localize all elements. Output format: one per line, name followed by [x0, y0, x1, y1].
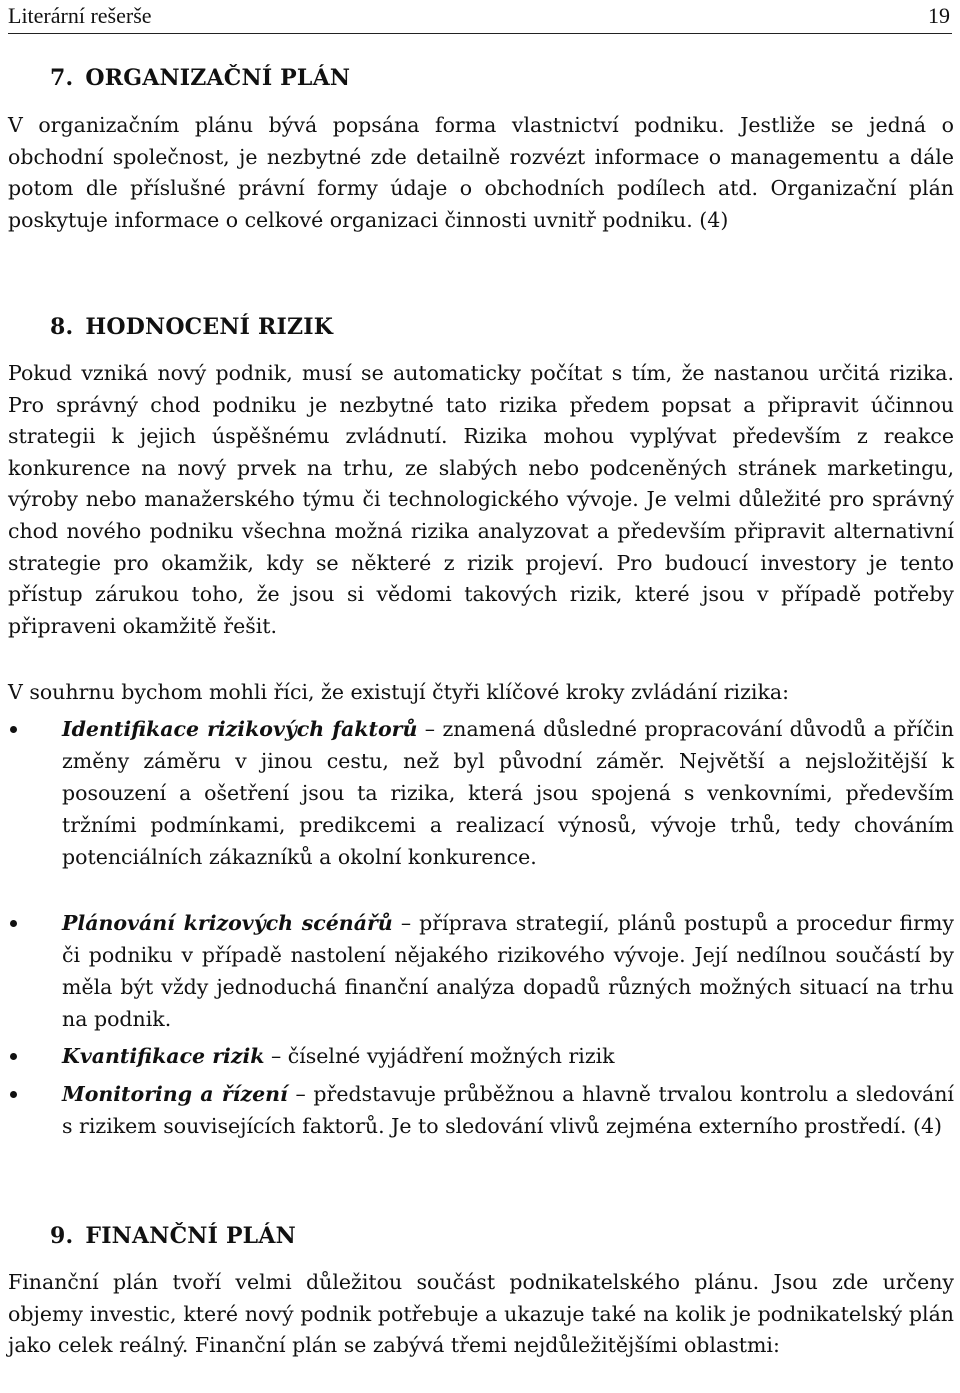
- section-7-number: 7.: [50, 65, 74, 91]
- list-item-text: – znamená důsledné propracování důvodů a příčin změny záměru v jinou cestu, než byl původní záměr. Největší a nejsložitější k posouzení a ošetření jsou ta rizika, která jsou spojená s venkovními, především tržními podmínkami, predikcemi a realizací výnosů, vývoje trhů, tedy chováním potenciálních zákazníků a okolní konkurence.: [62, 717, 955, 869]
- list-item-text: – příprava strategií, plánů postupů a procedur firmy či podniku v případě nastolení nějakého rizikového vývoje. Její nedílnou součástí by měla být vždy jednoduchá finanční analýza dopadů různých možných situací na trhu na podnik.: [62, 911, 954, 1031]
- bullet-icon: [10, 1053, 17, 1060]
- section-7-paragraph: V organizačním plánu bývá popsána forma vlastnictví podniku. Jestliže se jedná o obchodní společnost, je nezbytné zde detailně rozvézt informace o managementu a dále potom dle příslušné právní formy údaje o obchodních podílech atd. Organizační plán poskytuje informace o celkové organizaci činnosti uvnitř podniku. (4): [8, 113, 954, 232]
- list-item: [8, 713, 954, 873]
- list-item-text: – představuje průběžnou a hlavně trvalou kontrolu a sledování s rizikem souvisejících faktorů. Je to sledování vlivů zejména externího prostředí. (4): [62, 1082, 954, 1138]
- list-item: [8, 1040, 954, 1072]
- list-item-term: Identifikace rizikových faktorů: [62, 717, 418, 741]
- running-header: [8, 0, 952, 34]
- section-7-title: ORGANIZAČNÍ PLÁN: [85, 65, 351, 91]
- section-8-paragraph: Pokud vzniká nový podnik, musí se automaticky počítat s tím, že nastanou určitá rizika. Pro správný chod podniku je nezbytné tato rizika předem popsat a připravit účinnou strategii k jejich úspěšnému zvládnutí. Rizika mohou vyplývat především z reakce konkurence na nový prvek na trhu, ze slabých nebo podceněných stránek marketingu, výroby nebo manažerského týmu či technologického vývoje. Je velmi důležité pro správný chod nového podniku všechna možná rizika analyzovat a především připravit alternativní strategie pro okamžik, kdy se některé z rizik projeví. Pro budoucí investory je tento přístup zárukou toho, že jsou si vědomi takových rizik, které jsou v případě potřeby připraveni okamžitě řešit.: [8, 361, 954, 638]
- section-9-title: FINANČNÍ PLÁN: [85, 1223, 296, 1249]
- section-8-title: HODNOCENÍ RIZIK: [85, 314, 334, 340]
- section-9-paragraph: Finanční plán tvoří velmi důležitou součást podnikatelského plánu. Jsou zde určeny objemy investic, které nový podnik potřebuje a ukazuje také na kolik je podnikatelský plán jako celek reálný. Finanční plán se zabývá třemi nejdůležitějšími oblastmi:: [8, 1270, 954, 1358]
- section-8-number: 8.: [50, 314, 74, 340]
- page-number: 19: [928, 3, 950, 28]
- list-item-term: Kvantifikace rizik: [62, 1044, 265, 1068]
- bullet-icon: [10, 1091, 17, 1098]
- running-header-title: Literární rešerše: [8, 3, 152, 28]
- section-7-heading: [50, 65, 350, 91]
- list-item: [8, 1078, 954, 1142]
- section-8-heading: [50, 314, 333, 340]
- list-item-text: – číselné vyjádření možných rizik: [264, 1044, 615, 1068]
- section-8-intro: V souhrnu bychom mohli říci, že existují čtyři klíčové kroky zvládání rizika:: [8, 680, 790, 704]
- list-item-term: Plánování krizových scénářů: [62, 911, 393, 935]
- bullet-icon: [10, 920, 17, 927]
- section-9-heading: [50, 1223, 296, 1249]
- bullet-icon: [10, 726, 17, 733]
- section-9-number: 9.: [50, 1223, 74, 1249]
- list-item: [8, 907, 954, 1035]
- list-item-term: Monitoring a řízení: [62, 1082, 288, 1106]
